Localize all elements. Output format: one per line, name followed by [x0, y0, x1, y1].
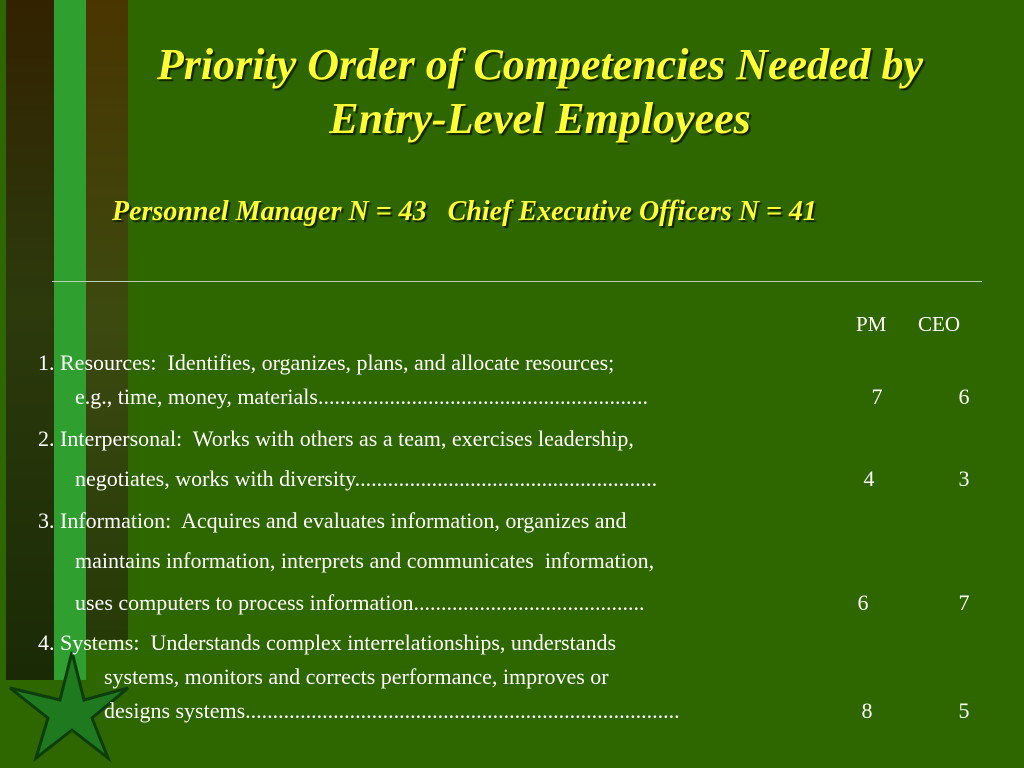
title-line-2: Entry-Level Employees	[329, 94, 751, 143]
competency-1-line-1: 1. Resources: Identifies, organizes, plans, and allocate resources;	[38, 350, 615, 375]
competency-4-ceo-rank: 5	[958, 698, 970, 723]
competency-2-line-2: negotiates, works with diversity.......................................................	[75, 466, 658, 491]
competency-3-ceo-rank: 7	[958, 590, 970, 615]
competency-1-ceo-rank: 6	[958, 384, 970, 409]
competency-2-ceo-rank: 3	[958, 466, 970, 491]
column-header-ceo: CEO	[918, 312, 960, 336]
competency-4-line-3: designs systems...............................................................................	[104, 698, 680, 723]
bar-dark-left	[6, 0, 54, 680]
competency-3-pm-rank: 6	[857, 590, 869, 615]
competency-3-line-1: 3. Information: Acquires and evaluates information, organizes and	[38, 508, 627, 533]
divider-line	[52, 281, 982, 282]
competency-1-pm-rank: 7	[871, 384, 883, 409]
competency-2-line-1: 2. Interpersonal: Works with others as a team, exercises leadership,	[38, 426, 634, 451]
title-line-1: Priority Order of Competencies Needed by	[156, 40, 924, 89]
slide-title	[60, 38, 1020, 146]
competency-3-line-2: maintains information, interprets and communicates information,	[75, 548, 655, 573]
competency-1-line-2: e.g., time, money, materials............................................................	[75, 384, 648, 409]
competency-2-pm-rank: 4	[863, 466, 875, 491]
competency-4-line-1: 4. Systems: Understands complex interrelationships, understands	[38, 630, 617, 655]
column-header-pm: PM	[856, 312, 887, 336]
competency-3-line-3: uses computers to process information..........................................	[75, 590, 645, 615]
competency-4-line-2: systems, monitors and corrects performance, improves or	[104, 664, 609, 689]
slide-subtitle: Personnel Manager N = 43 Chief Executive Officers N = 41	[112, 196, 817, 227]
competency-4-pm-rank: 8	[861, 698, 873, 723]
